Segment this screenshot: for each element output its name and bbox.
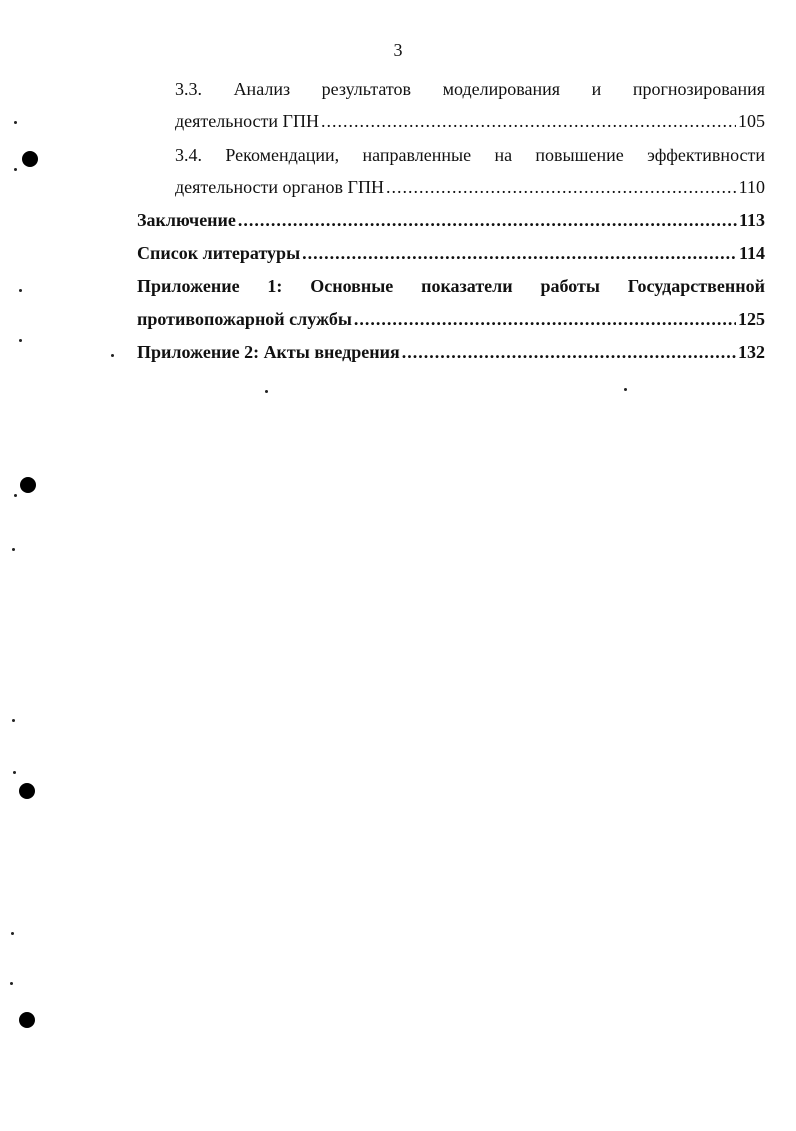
scan-speck: [265, 390, 268, 393]
punch-hole: [19, 783, 35, 799]
toc-page-number: 105: [738, 111, 765, 131]
toc-word: направленные: [362, 145, 472, 165]
scan-speck: [10, 982, 13, 985]
toc-word: и: [591, 79, 602, 99]
toc-item-text: противопожарной службы: [137, 309, 352, 329]
toc-item-text: деятельности органов ГПН: [175, 177, 384, 197]
scan-speck: [14, 121, 17, 124]
toc-item-text: Список литературы: [137, 243, 301, 263]
toc-item-text: Приложение 2: Акты внедрения: [137, 342, 400, 362]
toc-word: результатов: [321, 79, 412, 99]
toc-word: работы: [540, 276, 600, 296]
toc-page-number: 125: [738, 309, 765, 329]
dot-leader: [402, 340, 736, 364]
toc-word: эффективности: [647, 145, 765, 165]
toc-word: моделирования: [442, 79, 561, 99]
toc-item-text: деятельности ГПН: [175, 111, 319, 131]
toc-word: прогнозирования: [632, 79, 765, 99]
toc-word: 3.3.: [175, 79, 202, 99]
punch-hole: [19, 1012, 35, 1028]
dot-leader: [238, 208, 737, 232]
toc-word: повышение: [535, 145, 624, 165]
toc-item-text: Заключение: [137, 210, 236, 230]
toc-page-number: 110: [738, 177, 765, 197]
toc-word: Анализ: [233, 79, 291, 99]
scan-speck: [11, 932, 14, 935]
toc-word: 1:: [267, 276, 283, 296]
scan-speck: [13, 771, 16, 774]
scan-speck: [19, 289, 22, 292]
toc-item-3-4-continuation[interactable]: [175, 175, 765, 199]
punch-hole: [22, 151, 38, 167]
dot-leader: [302, 241, 737, 265]
toc-item-appendix-2[interactable]: [137, 340, 765, 364]
toc-word: 3.4.: [175, 145, 202, 165]
toc-word: на: [494, 145, 513, 165]
toc-word: Государственной: [627, 276, 765, 296]
toc-word: Рекомендации,: [225, 145, 340, 165]
toc-item-3-3-heading[interactable]: [175, 77, 765, 101]
dot-leader: [354, 307, 736, 331]
toc-item-conclusion[interactable]: [137, 208, 765, 232]
toc-item-appendix-1-continuation[interactable]: [137, 307, 765, 331]
toc-item-bibliography[interactable]: [137, 241, 765, 265]
toc-word: Основные: [310, 276, 394, 296]
punch-hole: [20, 477, 36, 493]
toc-word: показатели: [421, 276, 513, 296]
toc-item-3-3-continuation[interactable]: [175, 109, 765, 133]
page-number: 3: [393, 40, 403, 60]
scan-speck: [14, 494, 17, 497]
scan-speck: [111, 354, 114, 357]
scan-speck: [14, 168, 17, 171]
toc-item-appendix-1-heading[interactable]: [137, 274, 765, 298]
toc-item-3-4-heading[interactable]: [175, 143, 765, 167]
dot-leader: [386, 175, 737, 199]
toc-page-number: 114: [738, 243, 765, 263]
toc-word: Приложение: [137, 276, 240, 296]
scan-speck: [12, 548, 15, 551]
scan-speck: [624, 388, 627, 391]
scan-speck: [12, 719, 15, 722]
dot-leader: [321, 109, 736, 133]
scan-speck: [19, 339, 22, 342]
toc-page-number: 113: [738, 210, 765, 230]
toc-page-number: 132: [738, 342, 765, 362]
